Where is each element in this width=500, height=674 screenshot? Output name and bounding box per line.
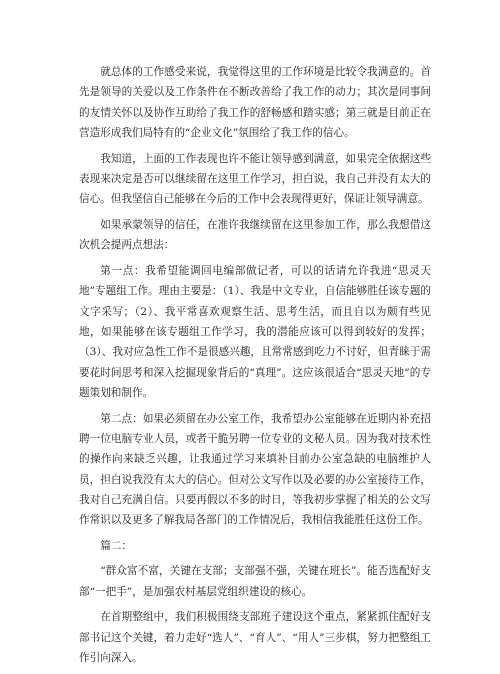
- paragraph-self-assessment: 我知道，上面的工作表现也许不能让领导感到满意，如果完全依据这些表现来决定是否可以继续留在这里工作学习，担白说，我自己并没有太大的信心。但我坚信自己能够在今后的工作中会表现得更好，保证让领导满意。: [79, 152, 431, 206]
- paragraph-second-point: 第二点：如果必须留在办公室工作，我希望办公室能够在近期内补充招聘一位电脑专业人员，或者干脆另聘一位专业的文秘人员。因为我对技术性的操作向来缺乏兴趣，让我通过学习来填补目前办公室急缺的电脑维护人员，担白说我没有太大的信心。但对公文写作以及必要的办公室接待工作，我对自己充满自信。只要再假以不多的时日，等我初步掌握了相关的公文写作常识以及更多了解我局各部门的工作情况后，我相信我能胜任这份工作。: [79, 412, 431, 527]
- document-body: [79, 62, 431, 674]
- paragraph-work-feelings: 就总体的工作感受来说，我觉得这里的工作环境是比较令我满意的。首先是领导的关爱以及工作条件在不断改善给了我工作的动力；其次是同事间的友情关怀以及协作互助给了我工作的舒畅感和踏实感；第三就是目前正在营造形成我们局特有的“企业文化”氛围给了我工作的信心。: [79, 66, 431, 139]
- paragraph-party-branch-quote: “群众富不富，关键在支部；支部强不强，关键在班长”。能否选配好支部“一把手”，是加强农村基层党组织建设的核心。: [79, 565, 431, 598]
- paragraph-first-rectification: 在首期整组中，我们积极围绕支部班子建设这个重点，紧紧抓住配好支部书记这个关键，着力走好“选人”、“育人”、“用人”三步棋，努力把整组工作引向深入。: [79, 611, 431, 665]
- paragraph-first-point: 第一点：我希望能调回电编部做记者，可以的话请允许我进“思灵天地”专题组工作。理由主要是：（1）、我是中文专业，自信能够胜任该专题的文字采写；（2）、我平常喜欢观察生活、思考生活，而且自以为颇有些见地，如果能够在该专题组工作学习，我的潜能应该可以得到较好的发挥；（3）、我对应急性工作不是很感兴趣，且常常感到吃力不讨好，但青睐于需要花时间思考和深入挖掘现象背后的“真理”。这应该很适合“思灵天地”的专题策划和制作。: [79, 265, 431, 399]
- paragraph-two-suggestions-intro: 如果承蒙领导的信任，在准许我继续留在这里参加工作，那么我想借这次机会提两点想法：: [79, 219, 431, 252]
- section-heading-part-two: 篇二：: [100, 540, 132, 553]
